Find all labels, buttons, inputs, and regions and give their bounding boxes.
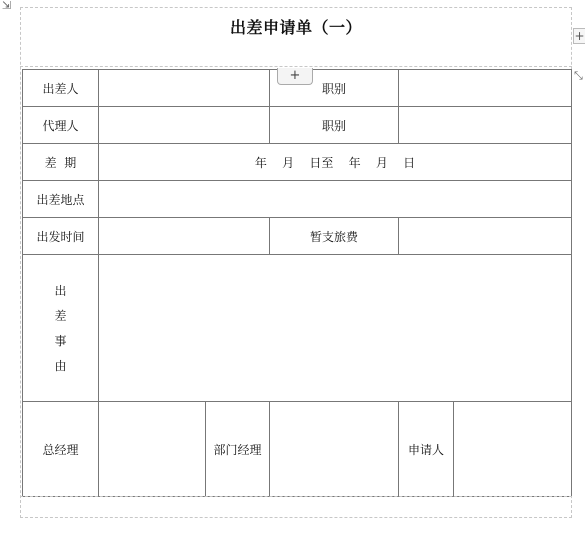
- reason-label-char: 由: [54, 358, 67, 373]
- advance-label: 暂支旅费: [270, 218, 399, 255]
- gm-label: 总经理: [23, 402, 99, 497]
- departure-field[interactable]: [99, 218, 270, 255]
- applicant-label: 申请人: [399, 402, 454, 497]
- traveler-field[interactable]: [99, 70, 270, 107]
- table-row: [23, 181, 572, 218]
- table-row: [23, 255, 572, 402]
- traveler-title-label: 职别: [270, 70, 399, 107]
- move-handle-icon[interactable]: ⇲: [2, 0, 12, 12]
- add-row-icon[interactable]: +: [277, 68, 313, 85]
- agent-title-field[interactable]: [399, 107, 572, 144]
- application-form-table: [22, 69, 572, 497]
- table-row: [23, 144, 572, 181]
- footer-area[interactable]: [20, 496, 572, 518]
- header-area[interactable]: [20, 7, 572, 67]
- period-field[interactable]: 年 月 日至 年 月 日: [99, 144, 572, 181]
- reason-label-char: 事: [54, 333, 67, 348]
- reason-label-char: 差: [54, 308, 67, 323]
- applicant-sign-field[interactable]: [454, 402, 572, 497]
- agent-field[interactable]: [99, 107, 270, 144]
- advance-field[interactable]: [399, 218, 572, 255]
- agent-title-label: 职别: [270, 107, 399, 144]
- location-label: 出差地点: [23, 181, 99, 218]
- departure-label: 出发时间: [23, 218, 99, 255]
- reason-label-char: 出: [54, 283, 67, 298]
- agent-label: 代理人: [23, 107, 99, 144]
- form-title: 出差申请单（一）: [229, 18, 362, 37]
- table-row: [23, 107, 572, 144]
- dept-manager-label: 部门经理: [206, 402, 270, 497]
- location-field[interactable]: [99, 181, 572, 218]
- gm-sign-field[interactable]: [99, 402, 206, 497]
- traveler-title-field[interactable]: [399, 70, 572, 107]
- add-column-icon[interactable]: +: [574, 29, 585, 43]
- reason-field[interactable]: [99, 255, 572, 402]
- traveler-label: 出差人: [23, 70, 99, 107]
- reason-label: [23, 255, 99, 402]
- dept-manager-sign-field[interactable]: [270, 402, 399, 497]
- period-label: 差 期: [23, 144, 99, 181]
- table-row: [23, 218, 572, 255]
- table-row: [23, 402, 572, 497]
- resize-icon[interactable]: ⤡: [574, 69, 583, 82]
